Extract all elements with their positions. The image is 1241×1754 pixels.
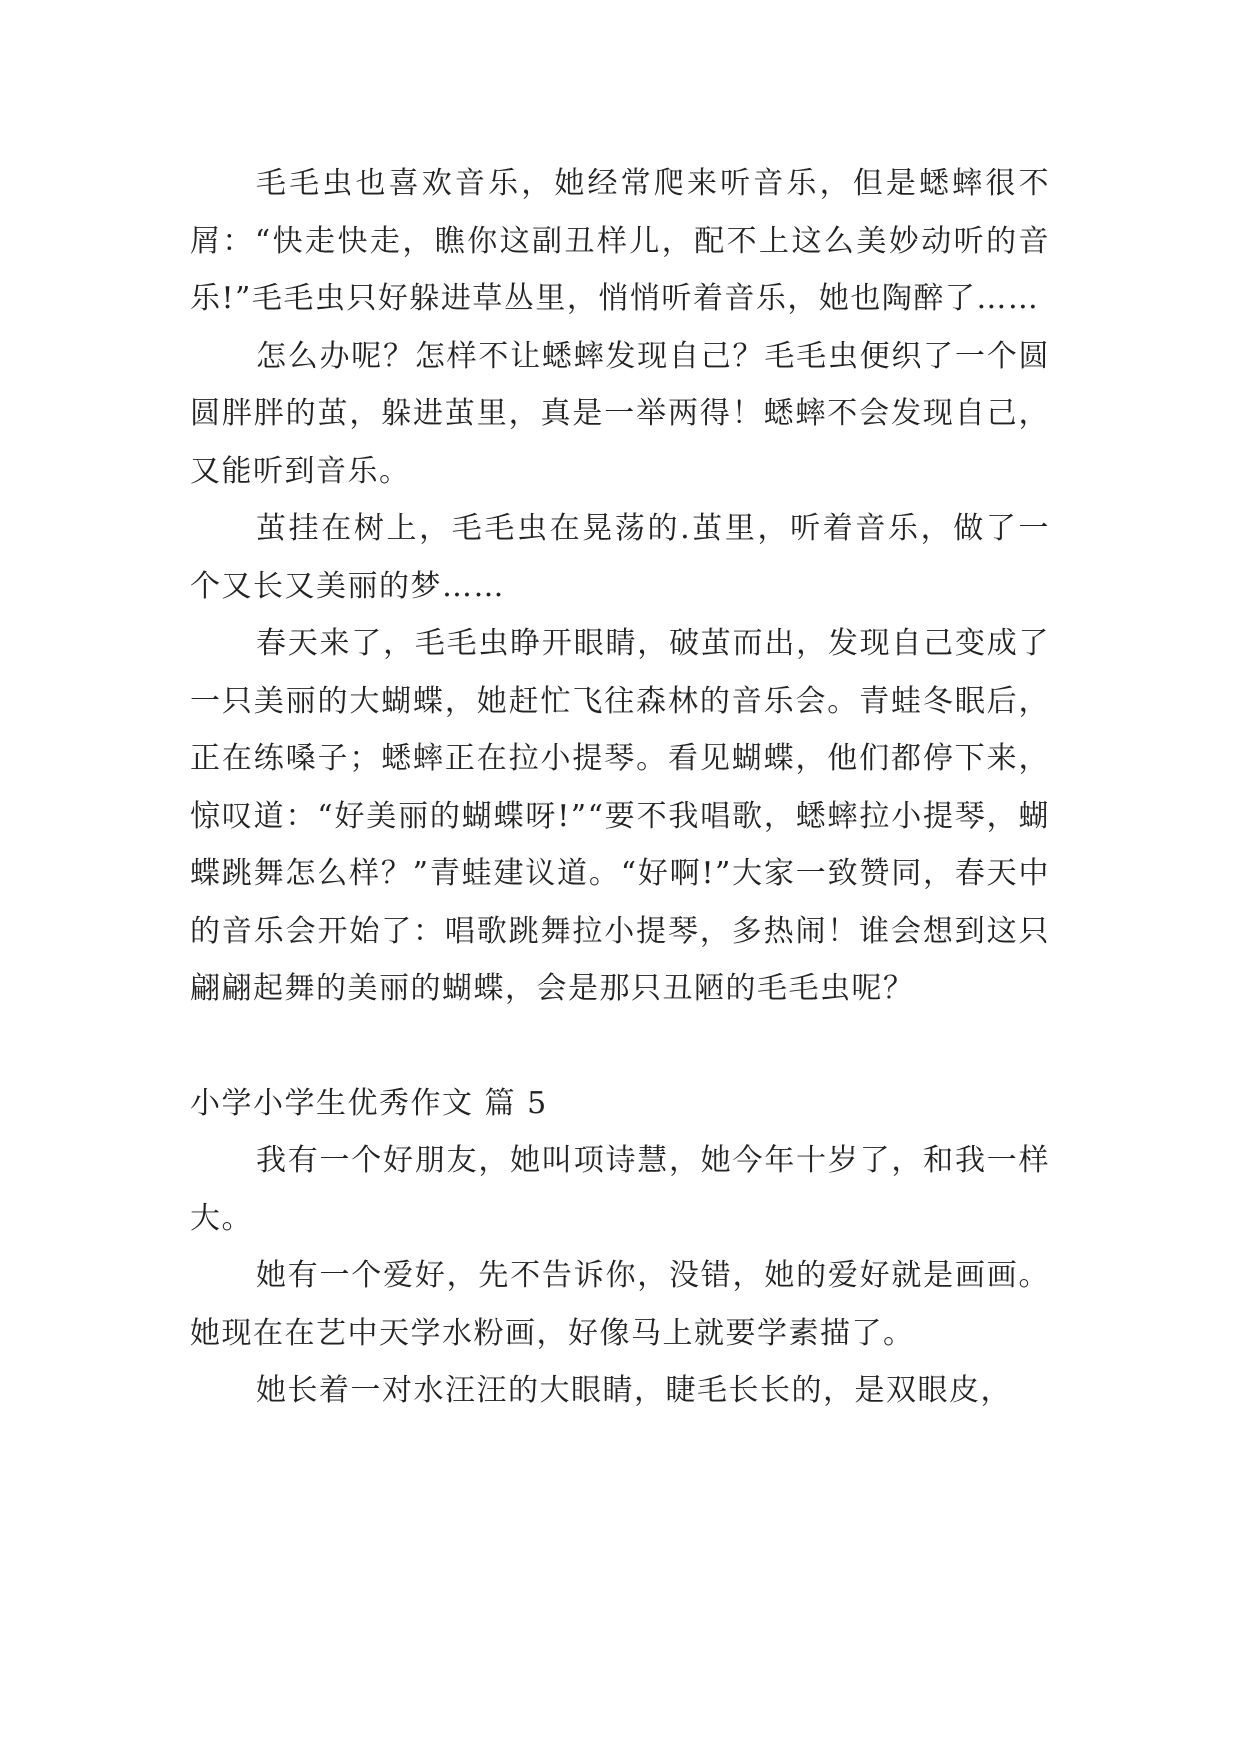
paragraph: 她长着一对水汪汪的大眼睛，睫毛长长的，是双眼皮， [256, 1373, 1012, 1408]
paragraph: 我有一个好朋友，她叫项诗慧，她今年十岁了，和我一样大。 [190, 1143, 1050, 1236]
paragraph: 春天来了，毛毛虫睁开眼睛，破茧而出，发现自己变成了一只美丽的大蝴蝶，她赶忙飞往森林的音乐会。青蛙冬眠后，正在练嗓子；蟋蟀正在拉小提琴。看见蝴蝶，他们都停下来，惊叹道：“好美丽的蝴蝶呀!”“要不我唱歌，蟋蟀拉小提琴，蝴蝶跳舞怎么样？”青蛙建议道。“好啊!”大家一致赞同，春天中的音乐会开始了：唱歌跳舞拉小提琴，多热闹！谁会想到这只翩翩起舞的美丽的蝴蝶，会是那只丑陋的毛毛虫呢？ [190, 626, 1050, 1006]
section-title: 小学小学生优秀作文 篇 5 [190, 1085, 548, 1121]
paragraph: 毛毛虫也喜欢音乐，她经常爬来听音乐，但是蟋蟀很不屑：“快走快走，瞧你这副丑样儿，配不上这么美妙动听的音乐!”毛毛虫只好躲进草丛里，悄悄听着音乐，她也陶醉了…… [190, 166, 1050, 316]
paragraph: 她有一个爱好，先不告诉你，没错，她的爱好就是画画。她现在在艺中天学水粉画，好像马上就要学素描了。 [190, 1258, 1050, 1351]
paragraph: 茧挂在树上，毛毛虫在晃荡的.茧里，听着音乐，做了一个又长又美丽的梦…… [190, 511, 1050, 604]
document-page [190, 155, 1050, 1420]
paragraph: 怎么办呢？怎样不让蟋蟀发现自己？毛毛虫便织了一个圆圆胖胖的茧，躲进茧里，真是一举两得！蟋蟀不会发现自己，又能听到音乐。 [190, 338, 1050, 489]
